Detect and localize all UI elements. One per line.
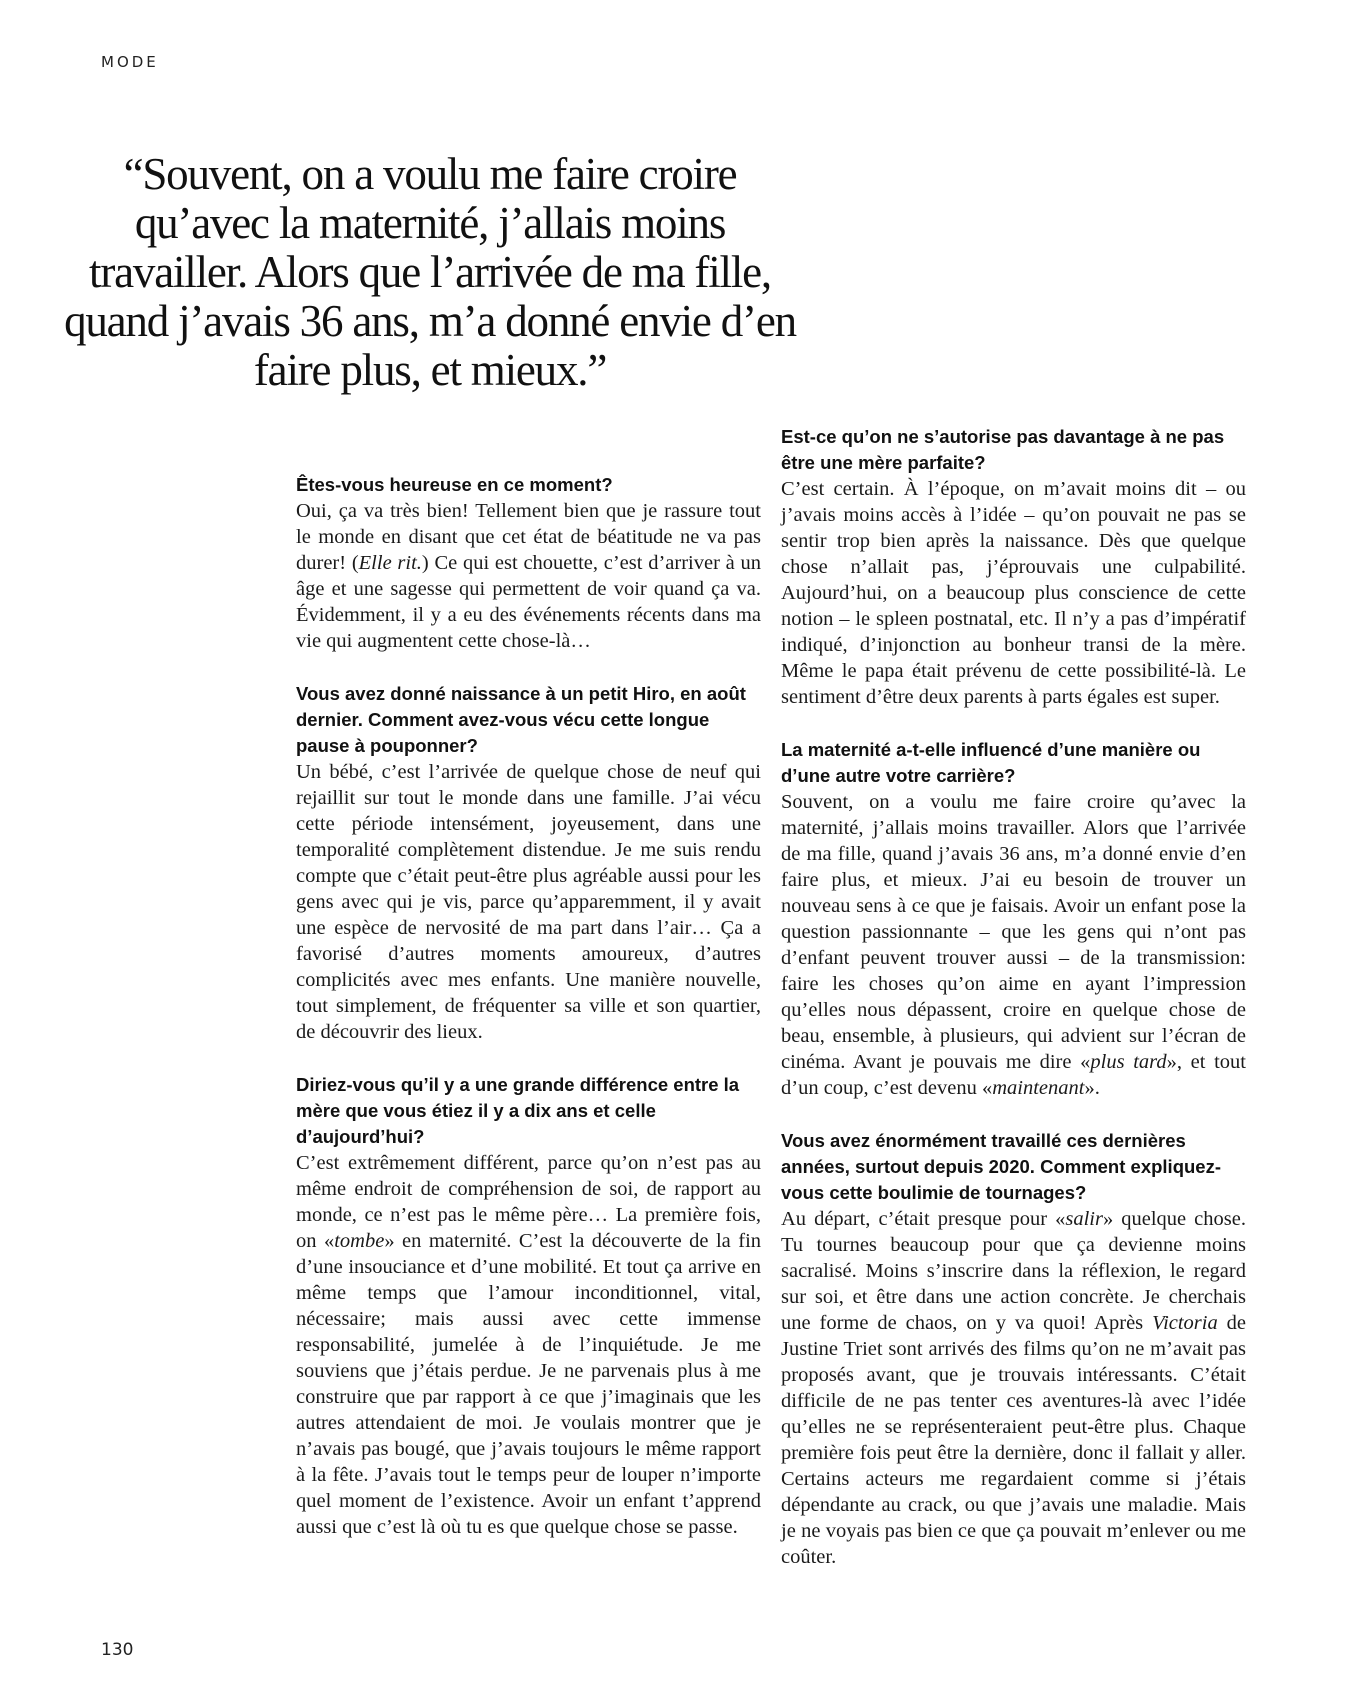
pull-quote: “Souvent, on a voulu me faire croire qu’avec la maternité, j’allais moins travailler. Alors que l’arrivée de ma fille, quand j’avais 36 ans, m’a donné envie d’en faire plus, et mieux.” [64,149,796,395]
interview-question: Vous avez énormément travaillé ces dernières années, surtout depuis 2020. Comment expliquez-vous cette boulimie de tournages? [781,1130,1221,1203]
interview-block [296,1072,761,1540]
interview-answer: Oui, ça va très bien! Tellement bien que je rassure tout le monde en disant que cet état de béatitude ne va pas durer! (Elle rit.) Ce qui est chouette, c’est d’arriver à un âge et une sagesse qui permettent de voir quand ça va. Évidemment, il y a eu des événements récents dans ma vie qui augmentent cette chose-là… [296,500,761,652]
left-column [296,472,761,1567]
page-number: 130 [101,1640,134,1660]
interview-answer: Souvent, on a voulu me faire croire qu’avec la maternité, j’allais moins travailler. Alors que l’arrivée de ma fille, quand j’avais 36 ans, m’a donné envie d’en faire plus, et mieux. J’ai eu besoin de trouver un nouveau sens à ce que je faisais. Avoir un enfant pose la question passionnante – que les gens qui n’ont pas d’enfant peuvent trouver aussi – de la transmission: faire les choses qu’on aime en ayant l’impression qu’elles nous dépassent, croire en quelque chose de beau, ensemble, à plusieurs, qui advient sur l’écran de cinéma. Avant je pouvais me dire «plus tard», et tout d’un coup, c’est devenu «maintenant». [781,791,1246,1099]
interview-answer: C’est extrêmement différent, parce qu’on n’est pas au même endroit de compréhension de soi, de rapport au monde, ce n’est pas le même père… La première fois, on «tombe» en maternité. C’est la découverte de la fin d’une insouciance et d’une mobilité. Et tout ça arrive en même temps que l’amour inconditionnel, vital, nécessaire; mais aussi avec cette immense responsabilité, jumelée à de l’inquiétude. Je me souviens que j’étais perdue. Je ne parvenais plus à me construire que par rapport à ce que j’imaginais que les autres attendaient de moi. Je voulais montrer que je n’avais pas bougé, que j’avais toujours le même rapport à la fête. J’avais tout le temps peur de louper n’importe quel moment de l’existence. Avoir un enfant t’apprend aussi que c’est là où tu es que quelque chose se passe. [296,1152,762,1538]
interview-block [781,424,1246,710]
right-column [781,424,1246,1597]
interview-block [296,472,761,654]
interview-question: La maternité a-t-elle influencé d’une manière ou d’une autre votre carrière? [781,739,1201,786]
interview-block [781,737,1246,1101]
interview-answer: Au départ, c’était presque pour «salir» quelque chose. Tu tournes beaucoup pour que ça devienne moins sacralisé. Moins s’inscrire dans la réflexion, le regard sur soi, et être dans une action concrète. Je cherchais une forme de chaos, on y va quoi! Après Victoria de Justine Triet sont arrivés des films qu’on ne m’avait pas proposés avant, que je trouvais intéressants. C’était difficile de ne pas tenter ces aventures-là avec l’idée qu’elles ne se représenteraient peut-être plus. Chaque première fois peut être la dernière, donc il fallait y aller. Certains acteurs me regardaient comme si j’étais dépendante au crack, ou que j’avais une maladie. Mais je ne voyais pas bien ce que ça pouvait m’enlever ou me coûter. [781,1208,1246,1568]
section-label: MODE [101,53,159,71]
interview-question: Êtes-vous heureuse en ce moment? [296,474,613,495]
interview-block [781,1128,1246,1570]
interview-answer: C’est certain. À l’époque, on m’avait moins dit – ou j’avais moins accès à l’idée – qu’on pouvait ne pas se sentir trop bien après la naissance. Dès que quelque chose n’allait pas, j’éprouvais une culpabilité. Aujourd’hui, on a beaucoup plus conscience de cette notion – le spleen postnatal, etc. Il n’y a pas d’impératif indiqué, d’injonction au bonheur transi de la mère. Même le papa était prévenu de cette possibilité-là. Le sentiment d’être deux parents à parts égales est super. [781,478,1246,708]
interview-question: Vous avez donné naissance à un petit Hiro, en août dernier. Comment avez-vous vécu cette longue pause à pouponner? [296,683,746,756]
interview-question: Diriez-vous qu’il y a une grande différence entre la mère que vous étiez il y a dix ans et celle d’aujourd’hui? [296,1074,740,1147]
interview-question: Est-ce qu’on ne s’autorise pas davantage à ne pas être une mère parfaite? [781,426,1225,473]
interview-answer: Un bébé, c’est l’arrivée de quelque chose de neuf qui rejaillit sur tout le monde dans une famille. J’ai vécu cette période intensément, joyeusement, dans une temporalité complètement distendue. Je me suis rendu compte que c’était peut-être plus agréable aussi pour les gens avec qui je vis, parce qu’apparemment, il y avait une espèce de nervosité de ma part dans l’air… Ça a favorisé d’autres moments amoureux, d’autres complicités avec mes enfants. Une manière nouvelle, tout simplement, de fréquenter sa ville et son quartier, de découvrir des lieux. [296,761,761,1043]
interview-block [296,681,761,1045]
